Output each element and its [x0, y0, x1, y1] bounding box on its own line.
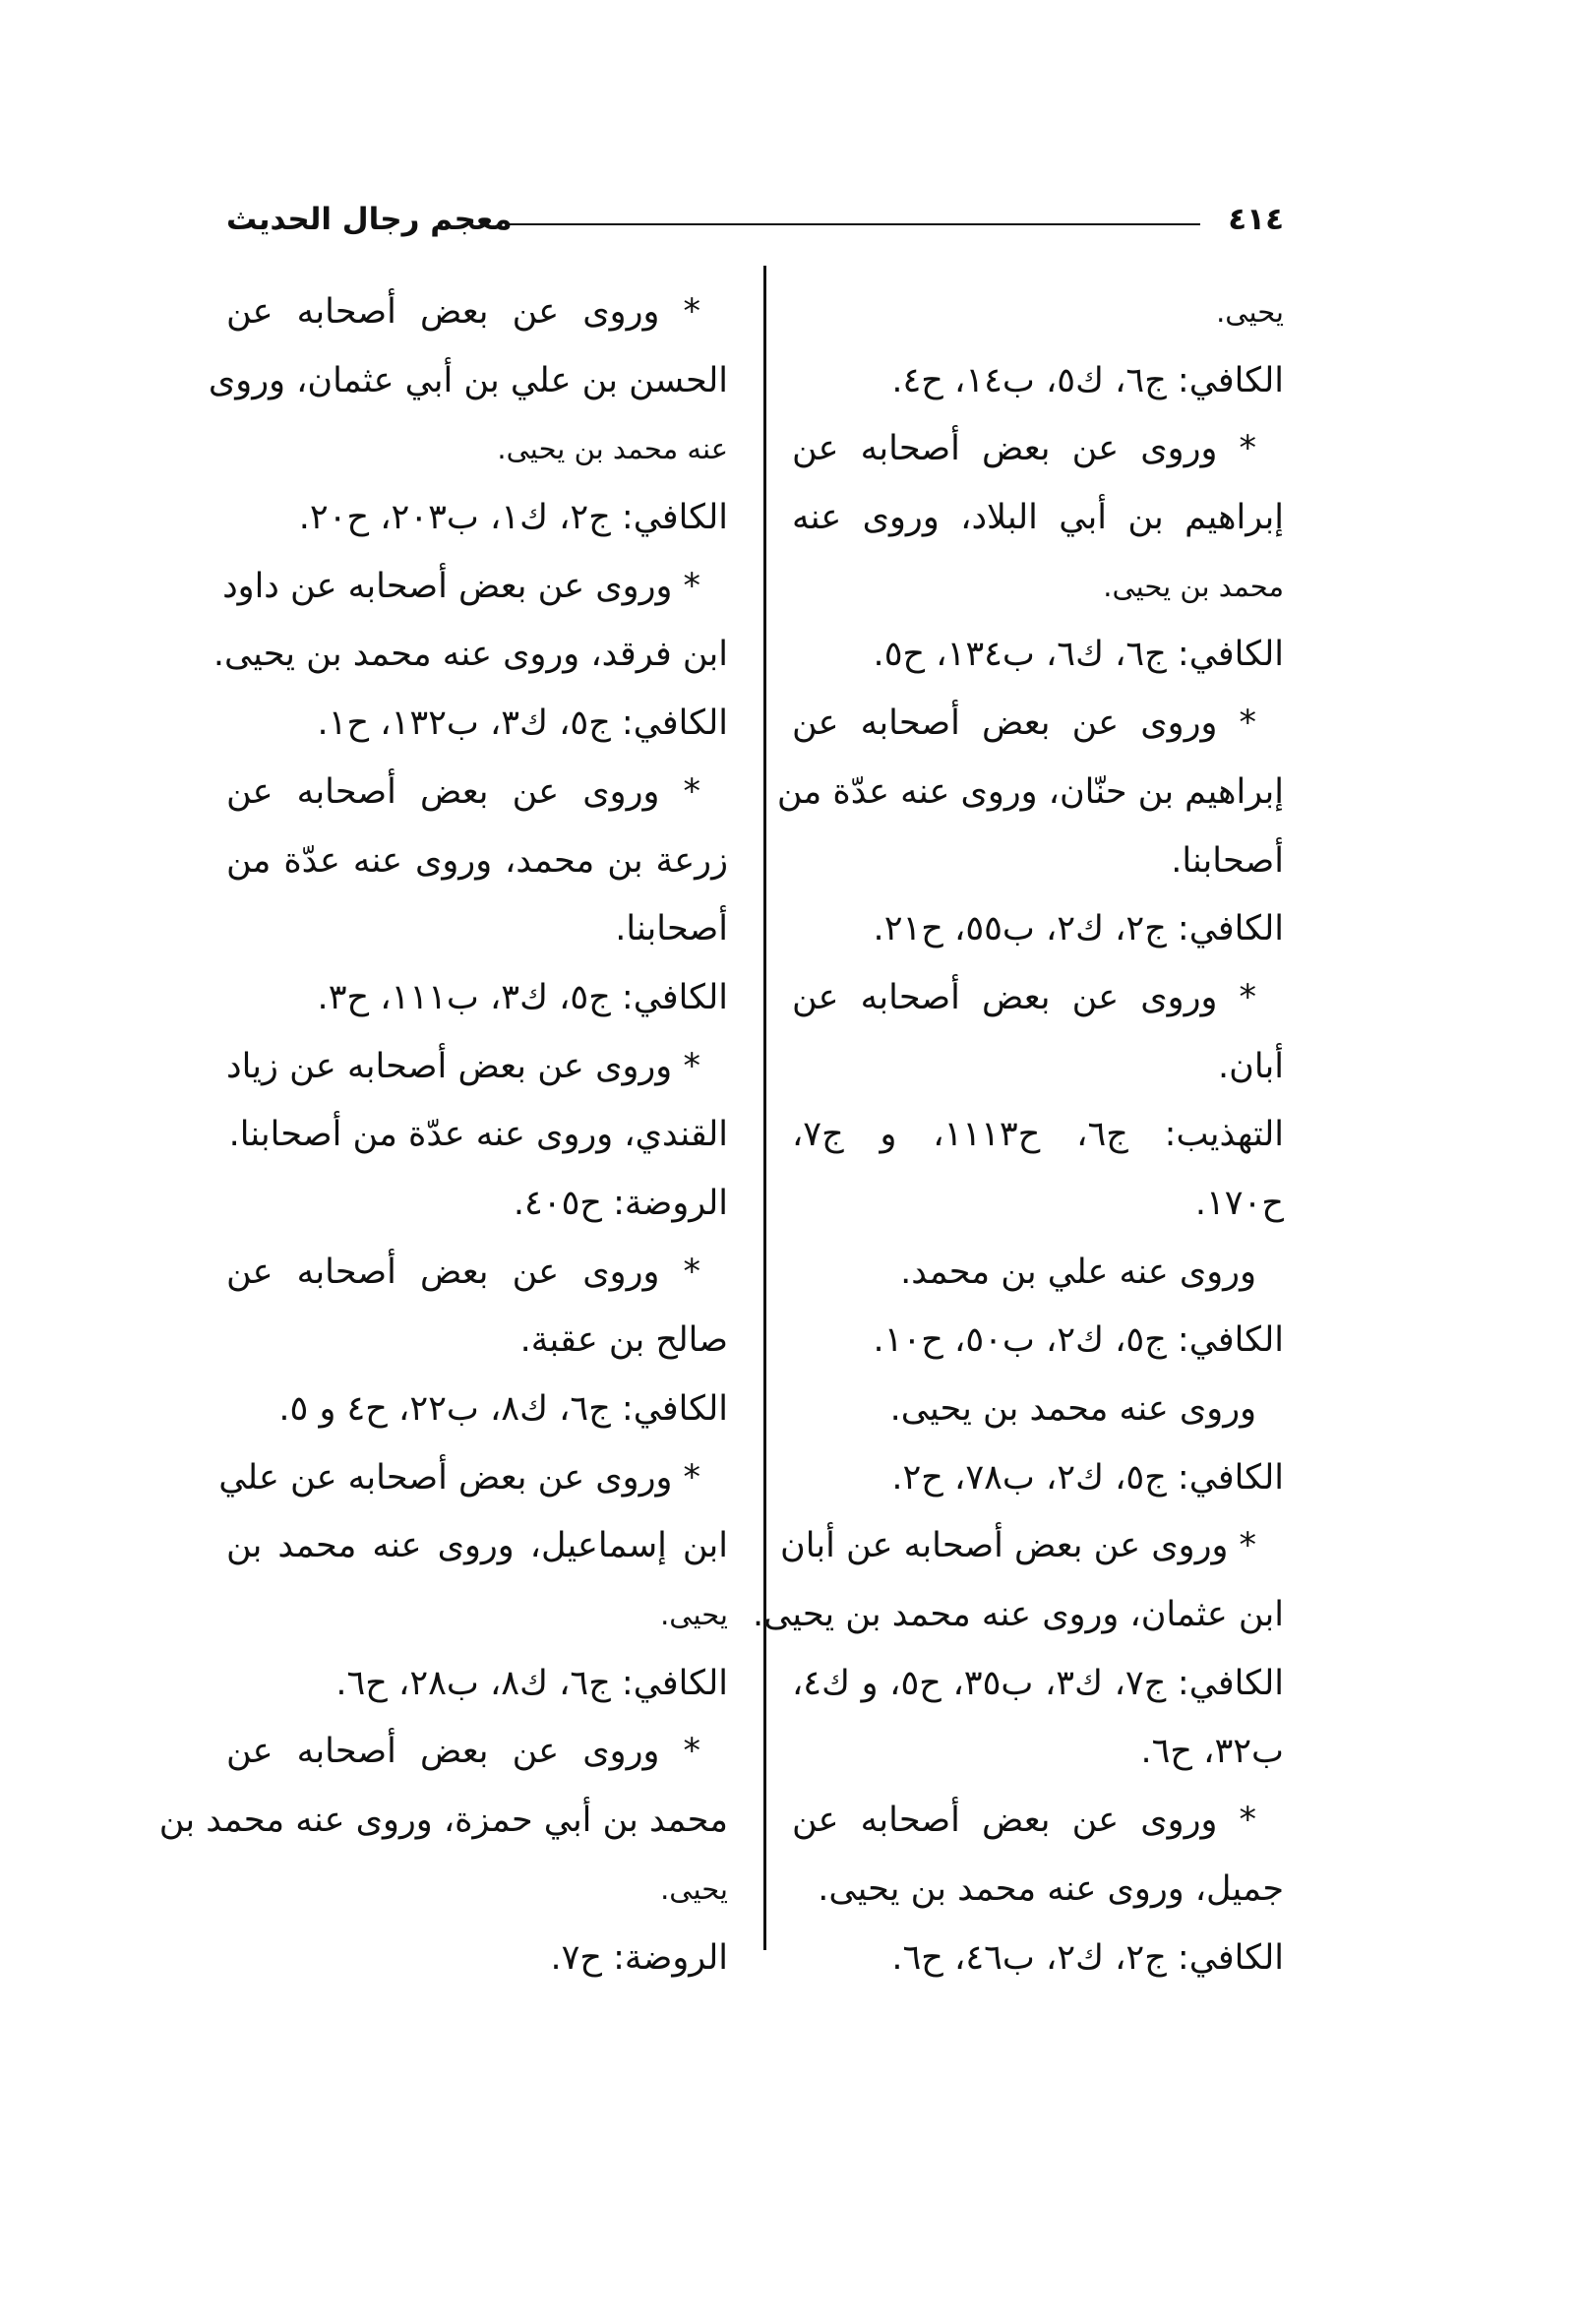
header-rule: [507, 223, 1200, 225]
text-line: الكافي: ج٥، ك٣، ب١٣٢، ح١.: [317, 703, 728, 744]
text-line: أصحابنا.: [1171, 840, 1284, 881]
text-line: محمد بن يحيى.: [1103, 569, 1284, 603]
text-line: الروضة: ح٧.: [550, 1937, 728, 1978]
book-title: معجم رجال الحديث: [226, 202, 513, 237]
text-line: أبان.: [1218, 1046, 1284, 1086]
text-line: * وروى عن بعض أصحابه عن: [226, 1252, 700, 1292]
text-line: الكافي: ج٢، ك٢، ب٥٥، ح٢١.: [873, 909, 1284, 949]
page-number: ٤١٤: [1228, 202, 1284, 237]
text-line: القندي، وروى عنه عدّة من أصحابنا.: [228, 1115, 728, 1155]
text-line: ابن إسماعيل، وروى عنه محمد بن: [226, 1526, 728, 1566]
text-line: الكافي: ج٢، ك١، ب٢٠٣، ح٢٠.: [298, 498, 728, 538]
text-line: عنه محمد بن يحيى.: [497, 432, 728, 466]
text-line: * وروى عن بعض أصحابه عن: [792, 1801, 1256, 1841]
text-line: يحيى.: [660, 1598, 728, 1632]
text-line: * وروى عن بعض أصحابه عن: [792, 977, 1256, 1017]
text-line: ابن فرقد، وروى عنه محمد بن يحيى.: [213, 635, 728, 675]
text-line: الكافي: ج٢، ك٢، ب٤٦، ح٦.: [891, 1937, 1284, 1978]
text-line: * وروى عن بعض أصحابه عن داود: [222, 566, 700, 606]
text-line: ب٣٢، ح٦.: [1140, 1732, 1284, 1772]
column-divider: [763, 266, 766, 1950]
text-line: زرعة بن محمد، وروى عنه عدّة من: [226, 840, 728, 881]
text-line: يحيى.: [660, 1871, 728, 1906]
text-line: الكافي: ج٦، ك٨، ب٢٨، ح٦.: [335, 1663, 728, 1703]
text-line: * وروى عن بعض أصحابه عن: [226, 771, 700, 812]
text-line: الكافي: ج٥، ك٣، ب١١١، ح٣.: [317, 977, 728, 1017]
text-line: * وروى عن بعض أصحابه عن: [792, 703, 1256, 744]
text-line: الكافي: ج٥، ك٢، ب٧٨، ح٢.: [891, 1457, 1284, 1498]
text-line: * وروى عن بعض أصحابه عن: [226, 1732, 700, 1772]
text-line: الكافي: ج٦، ك٨، ب٢٢، ح٤ و ٥.: [278, 1389, 728, 1429]
text-line: * وروى عن بعض أصحابه عن: [226, 292, 700, 332]
text-line: * وروى عن بعض أصحابه عن أبان: [780, 1526, 1256, 1566]
text-line: * وروى عن بعض أصحابه عن علي: [218, 1457, 700, 1498]
page-header: [226, 202, 1284, 251]
text-line: الروضة: ح٤٠٥.: [513, 1183, 728, 1223]
text-line: وروى عنه محمد بن يحيى.: [889, 1389, 1256, 1429]
text-line: وروى عنه علي بن محمد.: [900, 1252, 1256, 1292]
right-column: [752, 278, 1285, 1992]
text-line: صالح بن عقبة.: [519, 1320, 728, 1361]
text-line: أصحابنا.: [615, 909, 728, 949]
text-line: يحيى.: [1216, 295, 1284, 329]
text-line: التهذيب: ج٦، ح١١١٣، و ج٧،: [792, 1115, 1285, 1155]
text-line: الحسن بن علي بن أبي عثمان، وروى: [208, 360, 728, 400]
text-line: الكافي: ج٦، ك٥، ب١٤، ح٤.: [891, 360, 1284, 400]
text-line: * وروى عن بعض أصحابه عن زياد: [226, 1046, 700, 1086]
text-line: إبراهيم بن أبي البلاد، وروى عنه: [792, 498, 1284, 538]
text-line: ابن عثمان، وروى عنه محمد بن يحيى.: [752, 1595, 1284, 1635]
left-column: [158, 278, 728, 1992]
text-line: جميل، وروى عنه محمد بن يحيى.: [818, 1868, 1284, 1909]
text-line: * وروى عن بعض أصحابه عن: [792, 429, 1256, 469]
text-line: محمد بن أبي حمزة، وروى عنه محمد بن: [158, 1801, 728, 1841]
text-line: الكافي: ج٦، ك٦، ب١٣٤، ح٥.: [873, 635, 1284, 675]
text-line: الكافي: ج٧، ك٣، ب٣٥، ح٥، و ك٤،: [792, 1663, 1285, 1703]
text-line: الكافي: ج٥، ك٢، ب٥٠، ح١٠.: [873, 1320, 1284, 1361]
text-line: إبراهيم بن حنّان، وروى عنه عدّة من: [776, 771, 1284, 812]
text-line: ح١٧٠.: [1194, 1183, 1284, 1223]
